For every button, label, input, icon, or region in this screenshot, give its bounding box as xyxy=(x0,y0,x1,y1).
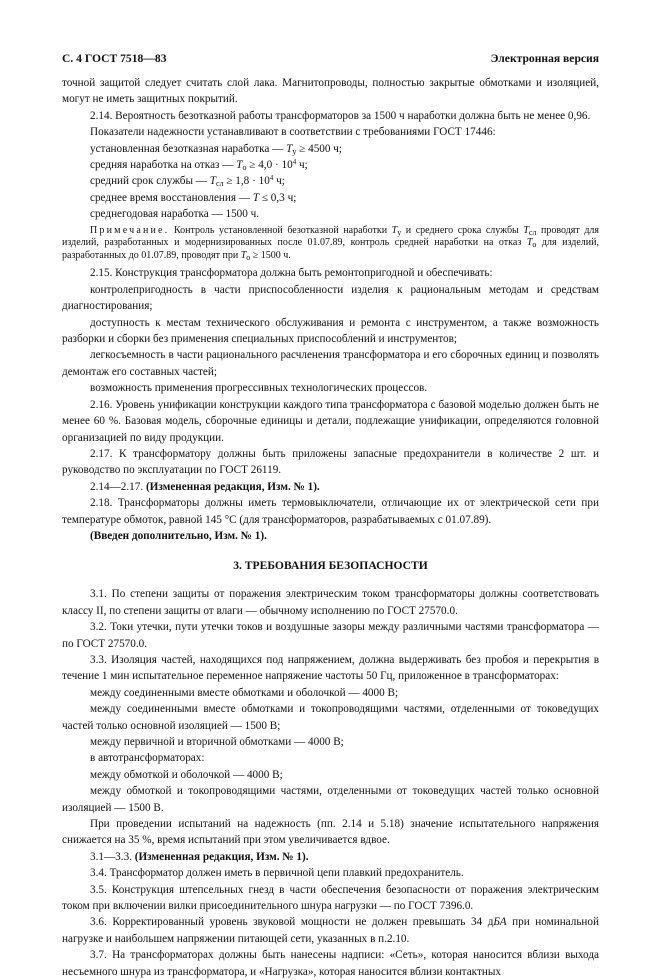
para-2-16: 2.16. Уровень унификации конструкции каждого типа трансформатора с базовой моделью должен быть не менее 60 %. Базовая модель, сборочные единицы и детали, подлежащие унификации, определяются головной организацией по виду продукции. xyxy=(62,398,599,444)
list-item-service-life: средний срок службы — $T_{сл} \ge 1,8 \cdot 10^4$ ч; xyxy=(90,174,285,189)
para-2-15-b: доступность к местам технического обслуживания и ремонта с инструментом, а также возможность разборки и сборки без применения специальных приспособлений и инструментов; xyxy=(62,316,599,346)
revision-note-2-14-2-17: 2.14—2.17. (Измененная редакция, Изм. № 1). xyxy=(90,480,320,493)
para-reliability: Показатели надежности устанавливают в соответствии с требованиями ГОСТ 17446: xyxy=(90,126,496,139)
revision-note-2-18: (Введен дополнительно, Изм. № 1). xyxy=(90,529,267,542)
para-3-3-d: в автотрансформаторах: xyxy=(90,752,205,765)
list-item-annual-runtime: среднегодовая наработка — 1500 ч. xyxy=(90,208,260,221)
para-3-4: 3.4. Трансформатор должен иметь в первичной цепи плавкий предохранитель. xyxy=(90,867,464,880)
para-3-3-b: между соединенными вместе обмотками и токопроводящими частями, отделенными от токоведущих частей только основной изоляцией — 1500 В; xyxy=(62,703,599,732)
para-3-3: 3.3. Изоляция частей, находящихся под напряжением, должна выдерживать без пробоя и перекрытия в течение 1 мин испытательное переменное напряжение частоты 50 Гц, приложенное в трансформаторах: xyxy=(62,653,599,683)
revision-note-3-1-3-3: 3.1—3.3. (Измененная редакция, Изм. № 1). xyxy=(90,850,309,863)
para-3-7: 3.7. На трансформаторах должны быть нанесены надписи: «Сеть», которая наносится вблизи выхода несъемного шнура из трансформатора, и «Нагрузка», которая наносится вблизи контактных xyxy=(62,949,599,978)
para-3-3-g: При проведении испытаний на надежность (пп. 2.14 и 5.18) значение испытательного напряжения снижается на 35 %, время испытаний при этом увеличивается вдвое. xyxy=(62,818,599,847)
para-2-17: 2.17. К трансформатору должны быть приложены запасные предохранители в количестве 2 шт. и руководство по эксплуатации по ГОСТ 26119. xyxy=(62,447,599,477)
para-3-3-c: между первичной и вторичной обмотками — 4000 В; xyxy=(90,736,344,748)
para-2-15-c: легкосъемность в части рационального расчленения трансформатора и его сборочных единиц и позволять демонтаж его составных частей; xyxy=(62,349,599,378)
para-3-5: 3.5. Конструкция штепсельных гнезд в части обеспечения безопасности от поражения электрическим током при включении вилки присоединительного шнура нагрузки — по ГОСТ 7396.0. xyxy=(62,883,599,913)
para-2-18: 2.18. Трансформаторы должны иметь термовыключатели, отличающие их от электрической сети при температуре обмоток, равной 145 °С (для трансформаторов, разрабатываемых с 01.07.89). xyxy=(62,497,599,526)
para-3-3-f: между обмоткой и токопроводящими частями, отделенными от токоведущих частей только основной изоляцией — 1500 В. xyxy=(62,785,599,814)
list-item-mtbf-set: установленная безотказная наработка — $T_у \ge 4500$ ч; xyxy=(90,142,343,156)
note: Примечание. Контроль установленной безотказной наработки $T_у$ и среднего срока службы $T_{сл}$ проводят для изделий, разработанных и модернизированных после 01.07.89, контроль средней наработки на отказ $T_о$ для изделий, разработанных до 01.07.89, проводят при $T_о \ge 1500$ ч. xyxy=(62,224,600,262)
header-doc-id: С. 4 ГОСТ 7518—83 xyxy=(62,52,167,65)
document-page xyxy=(62,52,599,980)
list-item-recovery-time: среднее время восстановления — T ≤ 0,3 ч; xyxy=(90,191,297,204)
para-3-2: 3.2. Токи утечки, пути утечки токов и воздушные зазоры между различными частями трансформатора — по ГОСТ 27570.0. xyxy=(62,621,599,650)
header-version: Электронная версия xyxy=(490,52,599,65)
para-3-6: 3.6. Корректированный уровень звуковой мощности не должен превышать 34 дБА при номинальной нагрузке и наибольшем напряжении питающей сети, указанных в п.2.10. xyxy=(62,916,600,945)
para-2-14: 2.14. Вероятность безотказной работы трансформаторов за 1500 ч наработки должна быть не менее 0,96. xyxy=(90,109,591,122)
para-2-15: 2.15. Конструкция трансформатора должна быть ремонтопригодной и обеспечивать: xyxy=(90,267,493,280)
para-continuation: точной защитой следует считать слой лака. Магнитопроводы, полностью закрытые обмотками и изоляцией, могут не иметь защитных покрытий. xyxy=(62,77,599,106)
para-2-15-a: контролепригодность в части приспособленности изделия к рациональным методам и средствам диагностирования; xyxy=(62,283,599,313)
para-3-1: 3.1. По степени защиты от поражения электрическим током трансформаторы должны соответствовать классу II, по степени защиты от влаги — обычному исполнению по ГОСТ 27570.0. xyxy=(62,588,599,617)
list-item-mtbf: средняя наработка на отказ — $T_о \ge 4,0 \cdot 10^4$ ч; xyxy=(90,158,308,173)
para-3-3-a: между соединенными вместе обмотками и оболочкой — 4000 В; xyxy=(90,686,399,699)
para-3-3-e: между обмоткой и оболочкой — 4000 В; xyxy=(90,768,283,781)
section-title-safety: 3. ТРЕБОВАНИЯ БЕЗОПАСНОСТИ xyxy=(233,559,428,573)
para-2-15-d: возможность применения прогрессивных технологических процессов. xyxy=(90,382,428,395)
page-header xyxy=(62,52,599,75)
